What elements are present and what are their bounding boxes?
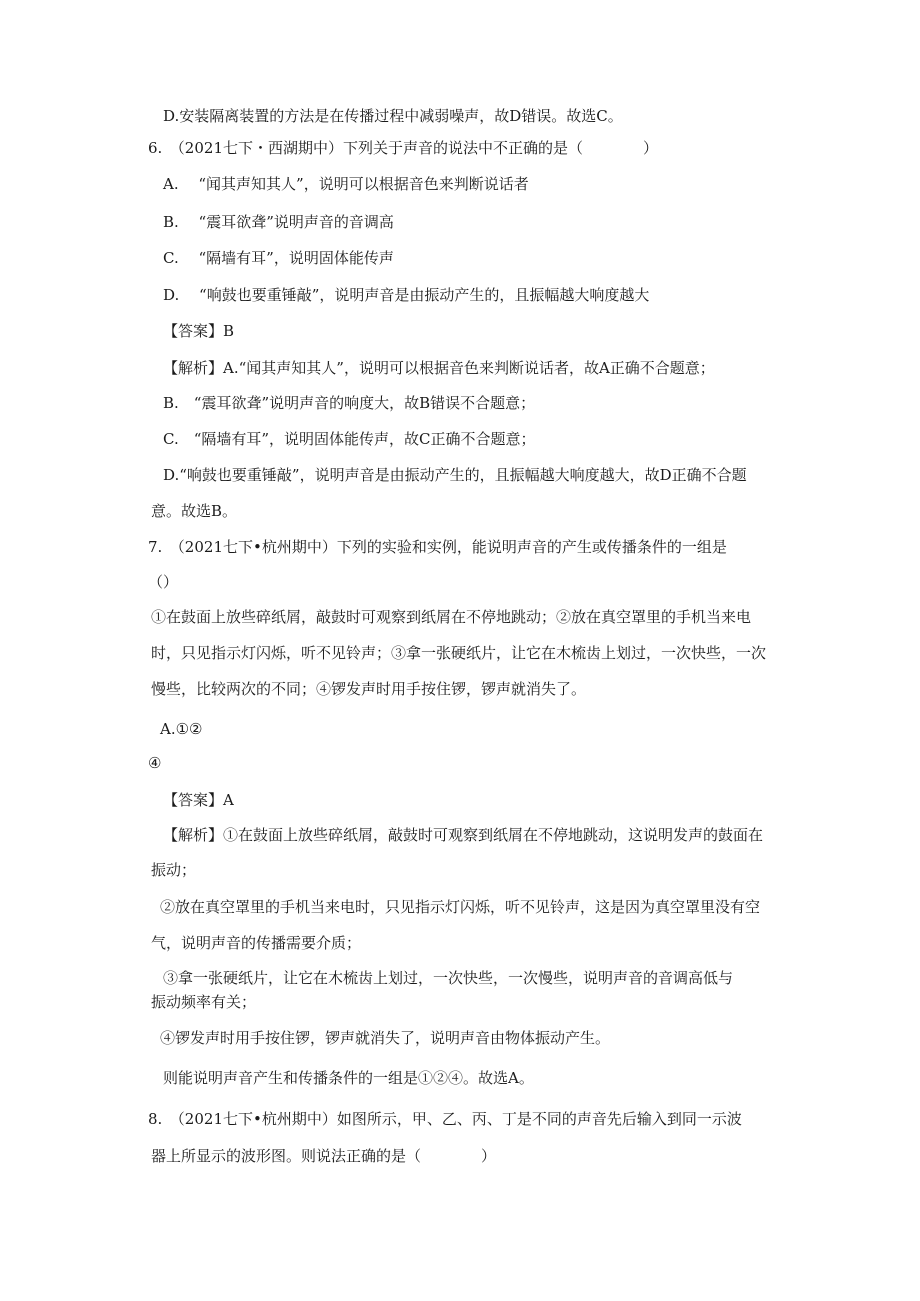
l14: ①在鼓面上放些碎纸屑，敲鼓时可观察到纸屑在不停地跳动；②放在真空罩里的手机当来电 — [151, 608, 752, 626]
l27: 则能说明声音产生和传播条件的一组是①②④。故选A。 — [163, 1069, 534, 1087]
l3: B. “震耳欲聋”说明声音的音调高 — [163, 213, 394, 231]
l2: A. “闻其声知其人”，说明可以根据音色来判断说话者 — [163, 175, 529, 193]
l6: 【答案】B — [163, 322, 235, 340]
l15: 时，只见指示灯闪烁，听不见铃声；③拿一张硬纸片，让它在木梳齿上划过，一次快些，一次 — [151, 644, 767, 662]
l18: ④ — [148, 754, 162, 772]
l26: ④锣发声时用手按住锣，锣声就消失了，说明声音由物体振动产生。 — [160, 1029, 611, 1047]
l25: 振动频率有关； — [151, 993, 257, 1011]
l9: C. “隔墙有耳”，说明固体能传声，故C正确不合题意； — [163, 430, 536, 448]
l5: D. “响鼓也要重锤敲”，说明声音是由振动产生的，且振幅越大响度越大 — [163, 286, 650, 304]
l29: 器上所显示的波形图。则说法正确的是（ ） — [151, 1147, 497, 1165]
l1: 6. （2021七下・西湖期中）下列关于声音的说法中不正确的是（ ） — [148, 139, 658, 157]
l4: C. “隔墙有耳”，说明固体能传声 — [163, 249, 394, 267]
l7: 【解析】A.“闻其声知其人”，说明可以根据音色来判断说话者，故A正确不合题意； — [163, 359, 715, 377]
l22: ②放在真空罩里的手机当来电时，只见指示灯闪烁，听不见铃声，这是因为真空罩里没有空 — [160, 898, 761, 916]
l11: 意。故选B。 — [151, 502, 238, 520]
l28: 8. （2021七下•杭州期中）如图所示，甲、乙、丙、丁是不同的声音先后输入到同一示波 — [148, 1110, 742, 1128]
l23: 气，说明声音的传播需要介质； — [151, 934, 362, 952]
l16: 慢些，比较两次的不同；④锣发声时用手按住锣，锣声就消失了。 — [151, 680, 587, 698]
l21: 振动； — [151, 861, 197, 879]
l24: ③拿一张硬纸片，让它在木梳齿上划过，一次快些，一次慢些，说明声音的音调高低与 — [163, 969, 734, 987]
l10: D.“响鼓也要重锤敲”，说明声音是由振动产生的，且振幅越大响度越大，故D正确不合题 — [163, 466, 747, 484]
l0: D.安装隔离装置的方法是在传播过程中减弱噪声，故D错误。故选C。 — [163, 107, 623, 125]
l8: B. “震耳欲聋”说明声音的响度大，故B错误不合题意； — [163, 394, 536, 412]
l19: 【答案】A — [163, 791, 234, 809]
l17: A.①② — [160, 720, 203, 738]
l20: 【解析】①在鼓面上放些碎纸屑，敲鼓时可观察到纸屑在不停地跳动，这说明发声的鼓面在 — [163, 826, 764, 844]
l13: （） — [148, 573, 179, 591]
l12: 7. （2021七下•杭州期中）下列的实验和实例，能说明声音的产生或传播条件的一组是 — [148, 538, 727, 556]
